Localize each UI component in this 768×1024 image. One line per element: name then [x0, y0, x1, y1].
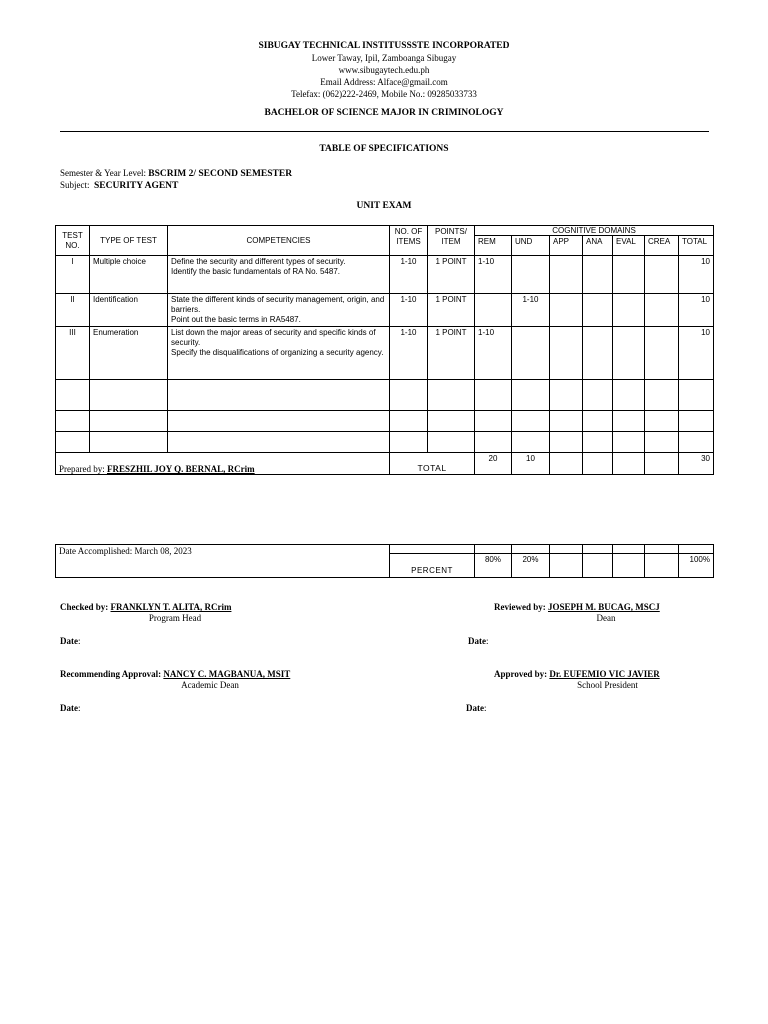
date-reviewed: Date: — [468, 636, 489, 646]
row-rem: 1-10 — [475, 327, 512, 380]
competency-line: Point out the basic terms in RA5487. — [171, 315, 301, 324]
semester-line — [60, 168, 292, 179]
header-test-no: TEST NO. — [56, 226, 90, 256]
row-total: 10 — [679, 327, 714, 380]
percent-und: 20% — [512, 554, 550, 578]
total-und: 10 — [512, 453, 550, 475]
row-und — [512, 256, 550, 294]
specifications-table — [55, 225, 714, 475]
program-title: BACHELOR OF SCIENCE MAJOR IN CRIMINOLOGY — [264, 108, 504, 118]
institution-website: www.sibugaytech.edu.ph — [338, 65, 430, 75]
row-items: 1-10 — [390, 294, 428, 327]
institution-address: Lower Taway, Ipil, Zamboanga Sibugay — [311, 53, 457, 63]
row-points: 1 POINT — [428, 256, 475, 294]
row-eval — [613, 256, 645, 294]
row-app — [550, 256, 583, 294]
total-label: TOTAL — [390, 453, 475, 475]
empty-row — [56, 380, 714, 411]
date-label: Date — [60, 703, 78, 713]
table-row — [56, 256, 714, 294]
table-row — [56, 294, 714, 327]
reviewed-by-title: Dean — [596, 613, 616, 623]
prepared-by — [56, 453, 390, 475]
subject-value: SECURITY AGENT — [94, 181, 179, 191]
header-crea: CREA — [645, 236, 679, 256]
row-test-no: III — [56, 327, 90, 380]
row-items: 1-10 — [390, 256, 428, 294]
header-points-per-item: POINTS/ ITEM — [428, 226, 475, 256]
approved-by-name: Dr. EUFEMIO VIC JAVIER — [549, 669, 660, 679]
reviewed-by — [494, 602, 660, 612]
percent-rem: 80% — [475, 554, 512, 578]
date-label: Date — [60, 636, 78, 646]
row-ana — [583, 294, 613, 327]
header-type-of-test: TYPE OF TEST — [90, 226, 168, 256]
header-cognitive-domains: COGNITIVE DOMAINS — [475, 226, 714, 236]
row-und — [512, 327, 550, 380]
competency-line: State the different kinds of security management, origin, and barriers. — [171, 295, 385, 314]
percent-label: PERCENT — [390, 554, 475, 578]
row-crea — [645, 294, 679, 327]
totals-row — [56, 453, 714, 475]
row-competencies — [168, 294, 390, 327]
row-points: 1 POINT — [428, 294, 475, 327]
date-approved: Date: — [466, 703, 487, 713]
document-title: TABLE OF SPECIFICATIONS — [319, 144, 449, 154]
checked-by-label: Checked by: — [60, 602, 109, 612]
semester-label: Semester & Year Level: — [60, 168, 146, 178]
row-crea — [645, 327, 679, 380]
date-label: Date — [468, 636, 486, 646]
competency-line: List down the major areas of security and specific kinds of security. — [171, 328, 376, 347]
exam-title: UNIT EXAM — [356, 201, 412, 211]
header-total: TOTAL — [679, 236, 714, 256]
row-eval — [613, 327, 645, 380]
recommending-name: NANCY C. MAGBANUA, MSIT — [163, 669, 291, 679]
header-app: APP — [550, 236, 583, 256]
row-type: Identification — [90, 294, 168, 327]
row-rem: 1-10 — [475, 256, 512, 294]
semester-value: BSCRIM 2/ SECOND SEMESTER — [148, 169, 293, 179]
percent-total: 100% — [679, 554, 714, 578]
row-app — [550, 294, 583, 327]
institution-email: Email Address: Alface@gmail.com — [320, 77, 448, 87]
subject-label: Subject: — [60, 180, 90, 190]
row-und: 1-10 — [512, 294, 550, 327]
row-type: Enumeration — [90, 327, 168, 380]
header-ana: ANA — [583, 236, 613, 256]
row-total: 10 — [679, 256, 714, 294]
total-total: 30 — [679, 453, 714, 475]
checked-by — [60, 602, 231, 612]
date-checked: Date: — [60, 636, 81, 646]
row-points: 1 POINT — [428, 327, 475, 380]
checked-by-title: Program Head — [148, 613, 202, 623]
approved-by-label: Approved by: — [494, 669, 548, 679]
document-header — [0, 40, 768, 100]
header-row — [56, 226, 714, 236]
row-competencies — [168, 256, 390, 294]
approved-by-title: School President — [577, 680, 638, 690]
row-test-no: I — [56, 256, 90, 294]
row-ana — [583, 327, 613, 380]
recommending-title: Academic Dean — [181, 680, 239, 690]
header-competencies: COMPETENCIES — [168, 226, 390, 256]
checked-by-name: FRANKLYN T. ALITA, RCrim — [110, 602, 232, 612]
competency-line: Identify the basic fundamentals of RA No. 5487. — [171, 267, 340, 276]
date-accomplished: Date Accomplished: March 08, 2023 — [56, 545, 390, 578]
row-rem — [475, 294, 512, 327]
institution-name: SIBUGAY TECHNICAL INSTITUSSSTE INCORPORATED — [258, 41, 510, 51]
empty-row — [56, 432, 714, 453]
row-crea — [645, 256, 679, 294]
competency-line: Specify the disqualifications of organizing a security agency. — [171, 348, 384, 357]
row-total: 10 — [679, 294, 714, 327]
competency-line: Define the security and different types of security. — [171, 257, 346, 266]
header-divider — [60, 131, 709, 132]
reviewed-by-label: Reviewed by: — [494, 602, 546, 612]
date-recommended: Date: — [60, 703, 81, 713]
percent-table — [55, 544, 714, 578]
row-eval — [613, 294, 645, 327]
prepared-by-name: FRESZHIL JOY Q. BERNAL, RCrim — [106, 464, 255, 474]
header-rem: REM — [475, 236, 512, 256]
row-ana — [583, 256, 613, 294]
institution-telefax: Telefax: (062)222-2469, Mobile No.: 09285033733 — [291, 89, 477, 99]
row-competencies — [168, 327, 390, 380]
table-row — [56, 327, 714, 380]
recommending-label: Recommending Approval: — [60, 669, 162, 679]
recommending-approval — [60, 669, 290, 679]
header-no-of-items: NO. OF ITEMS — [390, 226, 428, 256]
header-und: UND — [512, 236, 550, 256]
reviewed-by-name: JOSEPH M. BUCAG, MSCJ — [548, 602, 660, 612]
row-type: Multiple choice — [90, 256, 168, 294]
prepared-by-label: Prepared by: — [59, 464, 105, 474]
total-rem: 20 — [475, 453, 512, 475]
approved-by — [494, 669, 660, 679]
row-test-no: II — [56, 294, 90, 327]
date-label: Date — [466, 703, 484, 713]
empty-row — [56, 411, 714, 432]
subject-line — [60, 180, 178, 191]
row-items: 1-10 — [390, 327, 428, 380]
header-eval: EVAL — [613, 236, 645, 256]
row-app — [550, 327, 583, 380]
